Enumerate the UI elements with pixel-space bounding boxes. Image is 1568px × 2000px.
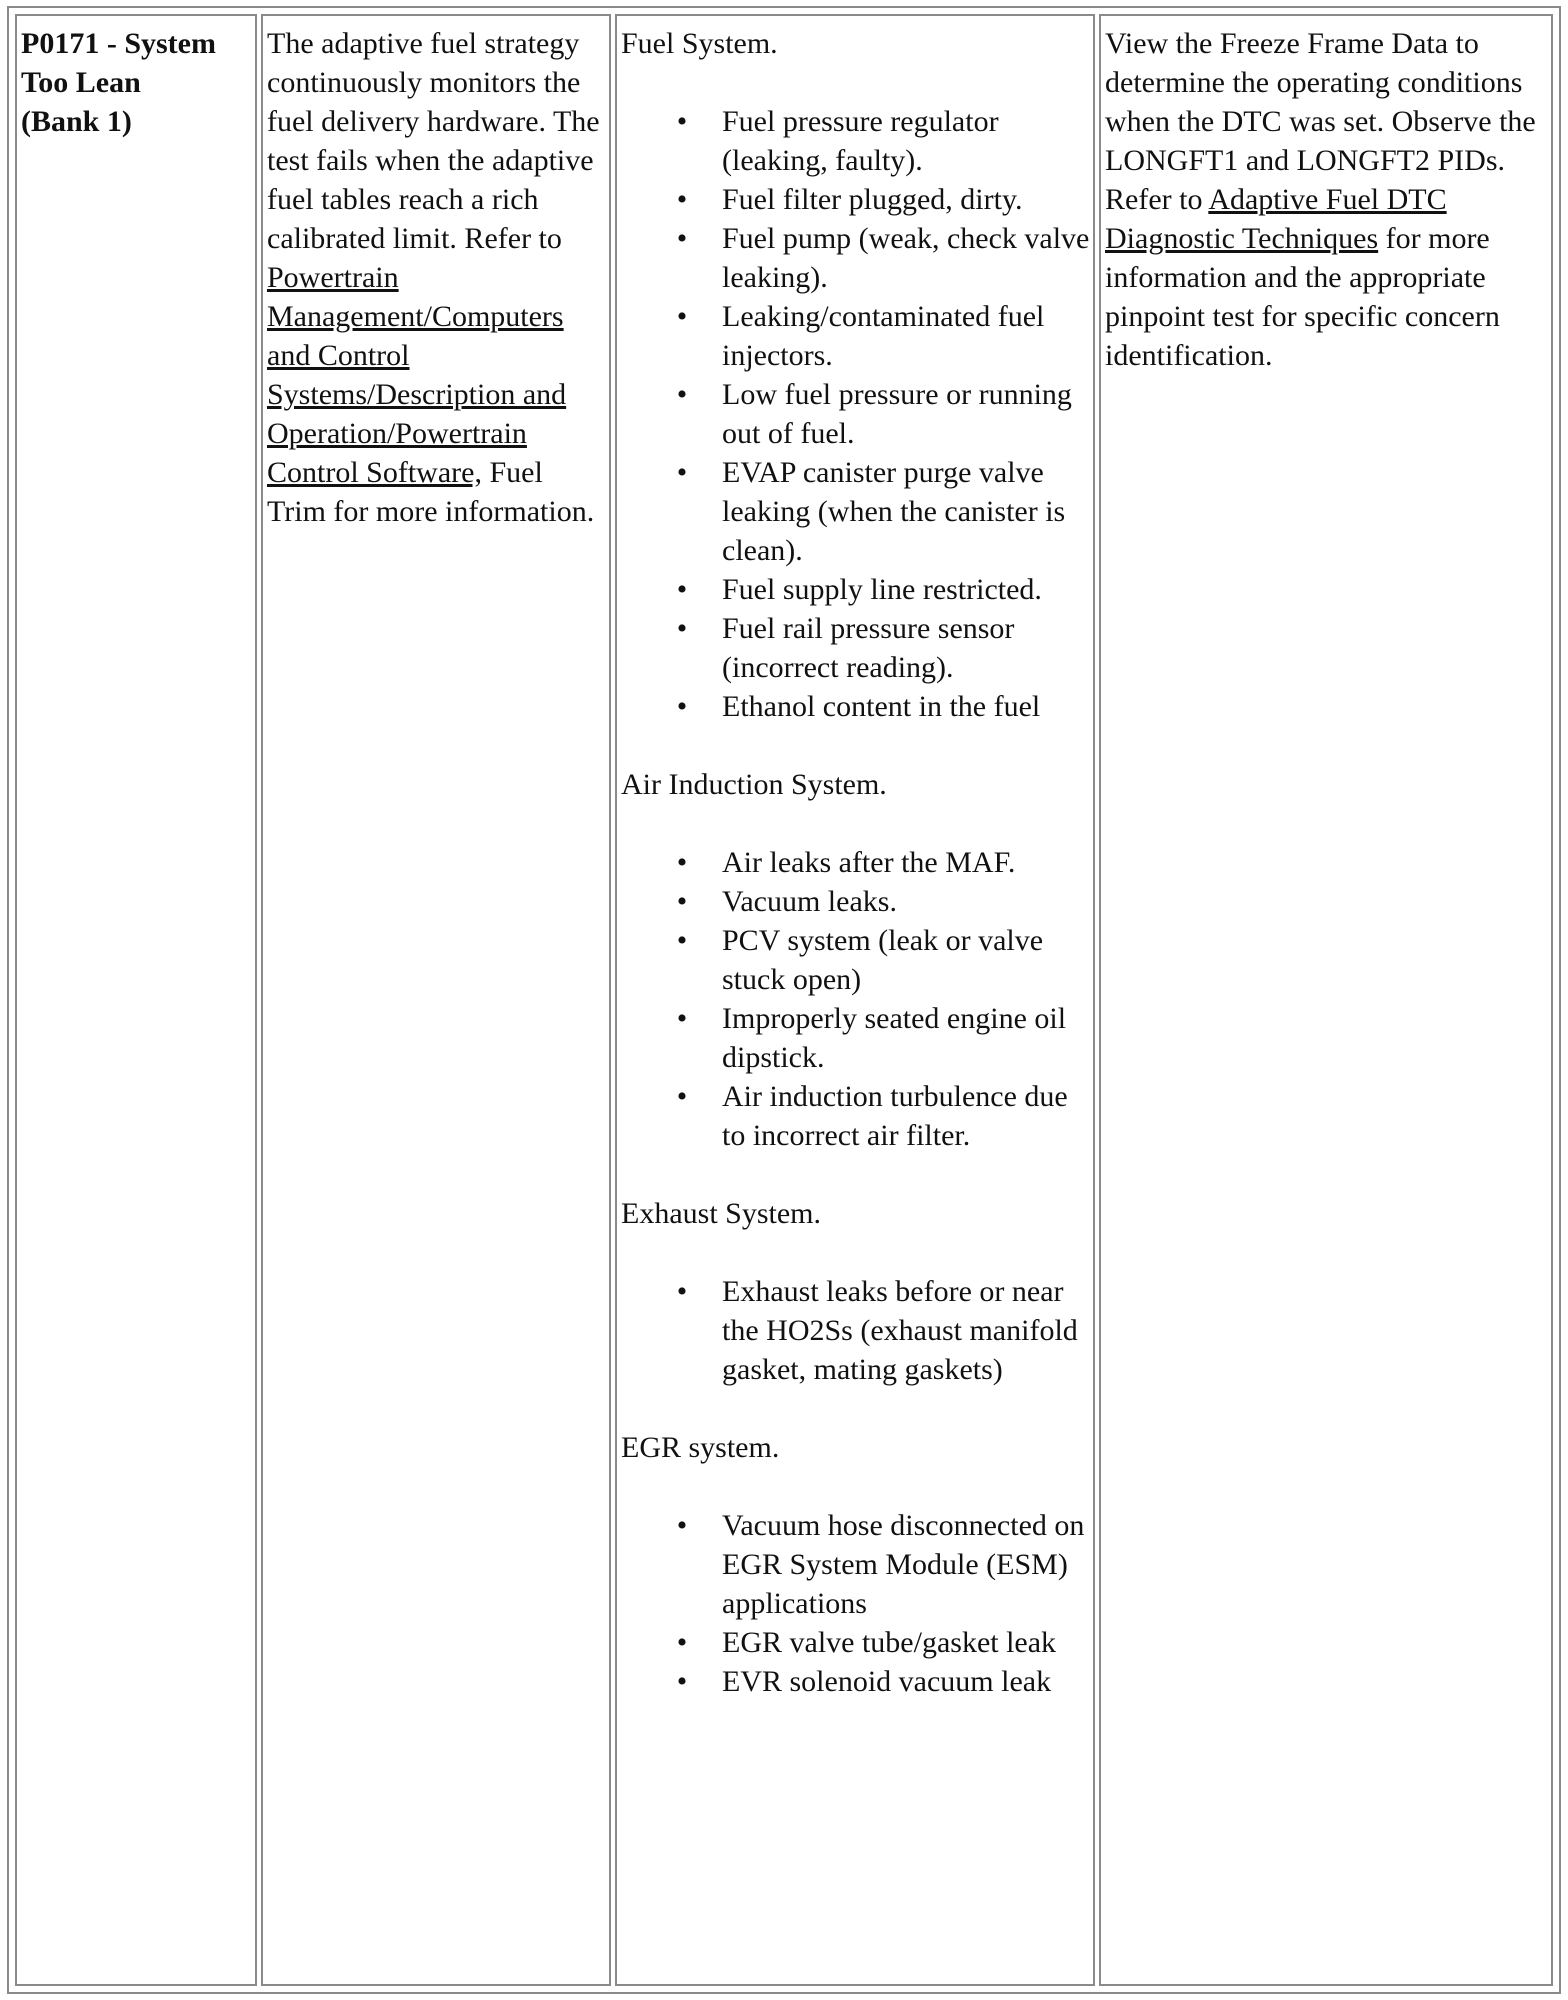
list-item xyxy=(676,687,1091,726)
dtc-table-container xyxy=(7,6,1561,1994)
bullet-icon: • xyxy=(676,1509,688,1542)
action-cell xyxy=(1099,14,1553,1986)
bullet-icon: • xyxy=(676,183,688,216)
bullet-icon: • xyxy=(676,300,688,333)
list-item xyxy=(676,1662,1091,1701)
cause-item-text: Air leaks after the MAF. xyxy=(722,846,1016,879)
dtc-code-line: P0171 - System xyxy=(21,27,216,60)
bullet-icon: • xyxy=(676,1002,688,1035)
bullet-icon: • xyxy=(676,885,688,918)
dtc-code-cell xyxy=(15,14,257,1986)
list-item xyxy=(676,375,1091,453)
adaptive-fuel-techniques-link[interactable]: Adaptive Fuel DTC Diagnostic Techniques xyxy=(1105,183,1447,255)
list-item xyxy=(676,1623,1091,1662)
bullet-icon: • xyxy=(676,690,688,723)
description-text xyxy=(267,24,607,531)
description-cell xyxy=(261,14,611,1986)
list-item xyxy=(676,843,1091,882)
powertrain-software-link[interactable]: Powertrain Management/Computers and Control Systems/Description and Operation/Powertrain Control Software, xyxy=(267,261,567,489)
cause-item-text: Exhaust leaks before or near the HO2Ss (exhaust manifold gasket, mating gaskets) xyxy=(722,1275,1078,1386)
list-item xyxy=(676,570,1091,609)
cause-list xyxy=(621,1272,1091,1389)
list-item xyxy=(676,453,1091,570)
bullet-icon: • xyxy=(676,1080,688,1113)
list-item xyxy=(676,1272,1091,1389)
possible-causes-cell xyxy=(615,14,1095,1986)
list-item xyxy=(676,219,1091,297)
cause-section-title: Air Induction System. xyxy=(621,768,887,801)
action-outro: for more information and the appropriate pinpoint test for specific concern identification. xyxy=(1105,222,1500,372)
cause-item-text: Fuel pressure regulator (leaking, faulty). xyxy=(722,105,999,177)
list-item xyxy=(676,1077,1091,1155)
cause-item-text: Fuel pump (weak, check valve leaking). xyxy=(722,222,1090,294)
bullet-icon: • xyxy=(676,1626,688,1659)
table-row xyxy=(15,14,1553,1986)
cause-item-text: Improperly seated engine oil dipstick. xyxy=(722,1002,1067,1074)
bullet-icon: • xyxy=(676,378,688,411)
bullet-icon: • xyxy=(676,924,688,957)
description-outro: Fuel Trim for more information. xyxy=(267,456,595,528)
cause-item-text: Fuel rail pressure sensor (incorrect reading). xyxy=(722,612,1015,684)
cause-section-title: Fuel System. xyxy=(621,27,778,60)
bullet-icon: • xyxy=(676,1275,688,1308)
cause-list xyxy=(621,1506,1091,1701)
list-item xyxy=(676,102,1091,180)
list-item xyxy=(676,1506,1091,1623)
bullet-icon: • xyxy=(676,846,688,879)
dtc-table xyxy=(11,10,1557,1990)
list-item xyxy=(676,921,1091,999)
cause-item-text: Vacuum hose disconnected on EGR System Module (ESM) applications xyxy=(722,1509,1085,1620)
cause-item-text: Low fuel pressure or running out of fuel. xyxy=(722,378,1072,450)
cause-item-text: Fuel supply line restricted. xyxy=(722,573,1042,606)
cause-item-text: Fuel filter plugged, dirty. xyxy=(722,183,1023,216)
list-item xyxy=(676,999,1091,1077)
action-text xyxy=(1105,24,1549,375)
cause-item-text: PCV system (leak or valve stuck open) xyxy=(722,924,1044,996)
list-item xyxy=(676,297,1091,375)
list-item xyxy=(676,180,1091,219)
cause-item-text: EVAP canister purge valve leaking (when the canister is clean). xyxy=(722,456,1066,567)
cause-item-text: EGR valve tube/gasket leak xyxy=(722,1626,1057,1659)
bullet-icon: • xyxy=(676,105,688,138)
cause-item-text: EVR solenoid vacuum leak xyxy=(722,1665,1052,1698)
cause-item-text: Air induction turbulence due to incorrect air filter. xyxy=(722,1080,1068,1152)
cause-item-text: Vacuum leaks. xyxy=(722,885,897,918)
list-item xyxy=(676,882,1091,921)
cause-item-text: Ethanol content in the fuel xyxy=(722,690,1041,723)
bullet-icon: • xyxy=(676,612,688,645)
bullet-icon: • xyxy=(676,573,688,606)
cause-item-text: Leaking/contaminated fuel injectors. xyxy=(722,300,1045,372)
cause-list xyxy=(621,102,1091,726)
dtc-code-line: (Bank 1) xyxy=(21,105,132,138)
bullet-icon: • xyxy=(676,222,688,255)
cause-list xyxy=(621,843,1091,1155)
dtc-code-line: Too Lean xyxy=(21,66,141,99)
description-intro: The adaptive fuel strategy continuously monitors the fuel delivery hardware. The test fails when the adaptive fuel tables reach a rich calibrated limit. Refer to xyxy=(267,27,600,255)
cause-section-title: Exhaust System. xyxy=(621,1197,821,1230)
action-intro: View the Freeze Frame Data to determine the operating conditions when the DTC was set. Observe the LONGFT1 and LONGFT2 PIDs. Refer to xyxy=(1105,27,1536,216)
bullet-icon: • xyxy=(676,1665,688,1698)
list-item xyxy=(676,609,1091,687)
cause-section-title: EGR system. xyxy=(621,1431,780,1464)
bullet-icon: • xyxy=(676,456,688,489)
causes-list xyxy=(621,24,1091,1701)
